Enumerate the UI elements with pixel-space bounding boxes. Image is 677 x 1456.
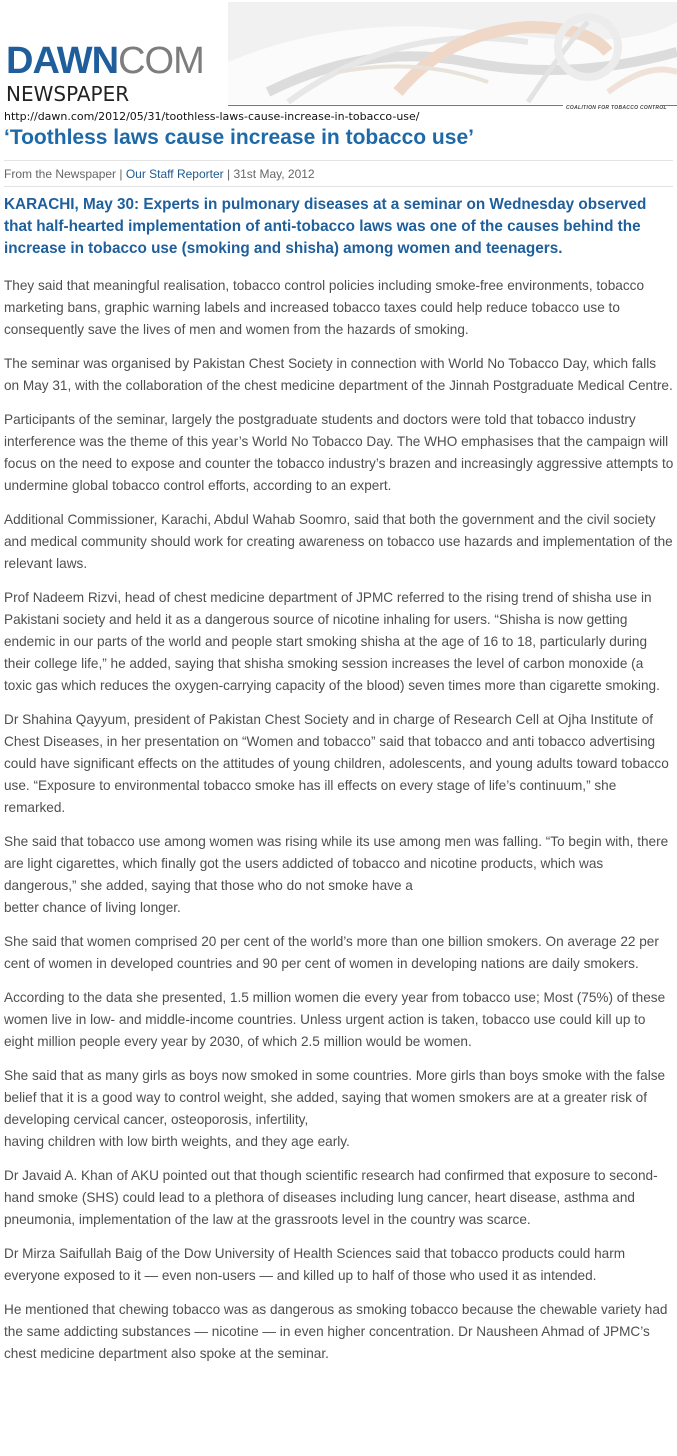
paragraph: Dr Mirza Saifullah Baig of the Dow University of Health Sciences said that tobacco products could harm everyone exposed to it — even non-users — and killed up to half of those who used it as intended. (4, 1246, 626, 1283)
paragraph-line: She said that tobacco use among women was rising while its use among men was falling. “To begin with, there are light cigarettes, which finally got the users addicted of tobacco and nicotine products, which was dangerous,” she added, saying that those who do not smoke have a (4, 834, 669, 893)
paragraph: He mentioned that chewing tobacco was as dangerous as smoking tobacco because the chewable variety had the same addicting substances — nicotine — in even higher concentration. Dr Nausheen Ahmad of JPMC’s chest medicine department also spoke at the seminar. (4, 1302, 668, 1361)
logo-newspaper-text: NEWSPAPER (6, 82, 130, 106)
paragraph: They said that meaningful realisation, tobacco control policies including smoke-free environments, tobacco marketing bans, graphic warning labels and increased tobacco taxes could help reduce tobacco use to consequently save the lives of men and women from the hazards of smoking. (4, 278, 645, 337)
paragraph: Additional Commissioner, Karachi, Abdul Wahab Soomro, said that both the government and the civil society and medical community should work for creating awareness on tobacco use hazards and implementation of the relevant laws. (4, 512, 673, 571)
paragraph (4, 1065, 674, 1153)
paragraph: Dr Javaid A. Khan of AKU pointed out that though scientific research had confirmed that exposure to second-hand smoke (SHS) could lead to a plethora of diseases including lung cancer, heart disease, asthma and pneumonia, implementation of the law at the grassroots level in the country was scarce. (4, 1168, 658, 1227)
coalition-tagline: COALITION FOR TOBACCO CONTROL (566, 105, 667, 111)
logo-com-text: COM (118, 40, 204, 82)
paragraph-line: She said that as many girls as boys now smoked in some countries. More girls than boys smoke with the false belief that it is a good way to control weight, she added, saying that women smokers are at a greater risk of developing cervical cancer, osteoporosis, infertility, (4, 1068, 666, 1127)
paragraph (4, 831, 674, 919)
article-url[interactable]: http://dawn.com/2012/05/31/toothless-laws-cause-increase-in-tobacco-use/ (4, 110, 420, 123)
paragraph-line: having children with low birth weights, and they age early. (4, 1134, 350, 1149)
article-lead: KARACHI, May 30: Experts in pulmonary diseases at a seminar on Wednesday observed that half-hearted implementation of anti-tobacco laws was one of the causes behind the increase in tobacco use (smoking and shisha) among women and teenagers. (4, 196, 647, 257)
article-body (4, 275, 674, 1377)
paragraph: The seminar was organised by Pakistan Chest Society in connection with World No Tobacco Day, which falls on May 31, with the collaboration of the chest medicine department of the Jinnah Postgraduate Medical Centre. (4, 356, 673, 393)
banner-swoosh-artwork (228, 2, 677, 104)
masthead (0, 0, 677, 123)
header-divider-end (660, 105, 677, 106)
article-byline (4, 167, 674, 181)
logo-dawn-text: DAWN (6, 40, 119, 82)
header-divider (228, 105, 563, 106)
article-headline: ‘Toothless laws cause increase in tobacco use’ (4, 126, 474, 149)
byline-date: | 31st May, 2012 (223, 167, 315, 181)
byline-reporter-link[interactable]: Our Staff Reporter (125, 167, 224, 181)
paragraph: Prof Nadeem Rizvi, head of chest medicine department of JPMC referred to the rising trend of shisha use in Pakistani society and held it as a dangerous source of nicotine inhaling for users. “Shisha is now getting endemic in our parts of the world and people start smoking shisha at the age of 16 to 18, particularly during their college life,” he added, saying that shisha smoking session increases the level of carbon monoxide (a toxic gas which reduces the oxygen-carrying capacity of the blood) seven times more than cigarette smoking. (4, 590, 660, 693)
headline-divider (4, 160, 673, 161)
paragraph: According to the data she presented, 1.5 million women die every year from tobacco use; Most (75%) of these women live in low- and middle-income countries. Unless urgent action is taken, tobacco use could kill up to eight million people every year by 2030, of which 2.5 million would be women. (4, 990, 666, 1049)
paragraph-line: better chance of living longer. (4, 900, 181, 915)
paragraph: Dr Shahina Qayyum, president of Pakistan Chest Society and in charge of Research Cell at Ojha Institute of Chest Diseases, in her presentation on “Women and tobacco” said that tobacco and anti tobacco advertising could have significant effects on the attitudes of young children, adolescents, and young adults toward tobacco use. “Exposure to environmental tobacco smoke has ill effects on every stage of life’s continuum,” she remarked. (4, 712, 669, 815)
paragraph: Participants of the seminar, largely the postgraduate students and doctors were told that tobacco industry interference was the theme of this year’s World No Tobacco Day. The WHO emphasises that the campaign will focus on the need to expose and counter the tobacco industry’s brazen and increasingly aggressive attempts to undermine global tobacco control efforts, according to an expert. (4, 412, 674, 493)
byline-section: From the Newspaper | (4, 167, 126, 181)
byline-divider (4, 186, 673, 187)
dawn-logo[interactable] (6, 42, 228, 80)
paragraph: She said that women comprised 20 per cent of the world’s more than one billion smokers. On average 22 per cent of women in developed countries and 90 per cent of women in developing nations are daily smokers. (4, 934, 659, 971)
